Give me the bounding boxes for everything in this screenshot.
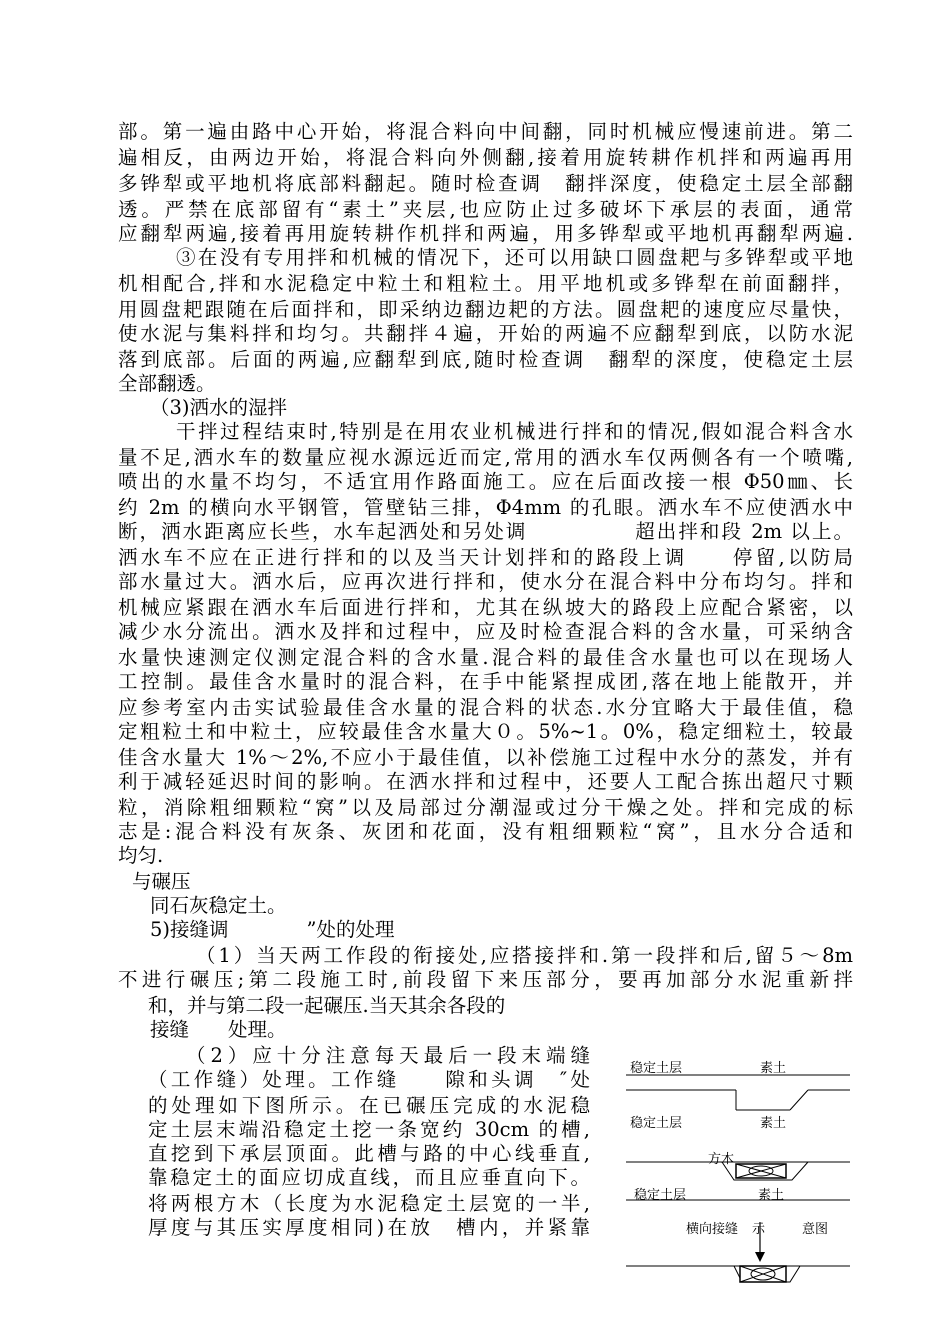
text-line: 工控制。最佳含水量时的混合料，在手中能紧捏成团,落在地上能散开，并 — [118, 670, 853, 693]
figure-label-stabilized: 稳定土层 — [634, 1188, 687, 1203]
arrow-down-icon — [755, 1252, 765, 1262]
section-heading: 与碾压 — [132, 870, 191, 893]
text-line: 定粗粒土和中粒土，应较最佳含水量大０。5%~1。0%，稳定细粒土，较最 — [118, 720, 853, 743]
text-line: 落到底部。后面的两遍,应翻犁到底,随时检查调 翻犁的深度，使稳定土层 — [118, 348, 853, 371]
text-line: （工作缝）处理。工作缝 隙和头调 ″处 — [148, 1068, 590, 1091]
text-line: 干拌过程结束时,特别是在用农业机械进行拌和的情况,假如混合料含水 — [176, 420, 853, 443]
text-line: 定土层末端沿稳定土挖一条宽约 30cm 的槽, — [148, 1118, 590, 1141]
figure-label-stabilized: 稳定土层 — [630, 1061, 683, 1076]
text-line: 水量快速测定仪测定混合料的含水量.混合料的最佳含水量也可以在现场人 — [118, 646, 853, 669]
figure-caption-joint: 横向接缝 — [686, 1222, 739, 1237]
text-line: 机相配合,拌和水泥稳定中粒土和粗粒土。用平地机或多铧犁在前面翻拌， — [118, 272, 853, 295]
text-line: 不进行碾压;第二段施工时,前段留下来压部分，要再加部分水泥重新拌 — [118, 968, 853, 991]
text-line: 透。严禁在底部留有“素土”夹层,也应防止过多破坏下承层的表面，通常 — [118, 198, 853, 221]
text-line: 喷出的水量不均匀，不适宜用作路面施工。应在后面改接一根 Φ50㎜、长 — [118, 470, 853, 493]
figure-label-soil: 素土 — [760, 1061, 787, 1076]
text-line: 直挖到下承层顶面。此槽与路的中心线垂直, — [148, 1142, 590, 1165]
figure-label-stabilized: 稳定土层 — [630, 1116, 683, 1131]
text-line: 志是:混合料没有灰条、灰团和花面，没有粗细颗粒“窝”，且水分合适和 — [118, 820, 853, 843]
figure-label-soil: 素土 — [760, 1116, 787, 1131]
text-line: 部水量过大。洒水后，应再次进行拌和，使水分在混合料中分布均匀。拌和 — [118, 570, 853, 593]
text-line: 应参考室内击实试验最佳含水量的混合料的状态.水分宜略大于最佳值，稳 — [118, 696, 853, 719]
text-line: 应翻犁两遍,接着再用旋转耕作机拌和两遍，用多铧犁或平地机再翻犁两遍. — [118, 222, 853, 245]
text-line: 机械应紧跟在洒水车后面进行拌和，尤其在纵坡大的路段上应配合紧密，以 — [118, 596, 853, 619]
text-line: 和，并与第二段一起碾压.当天其余各段的 — [148, 994, 506, 1017]
figure-caption-diagram: 意图 — [802, 1222, 829, 1237]
text-line: （1）当天两工作段的衔接处,应搭接拌和.第一段拌和后,留５～8m — [196, 944, 853, 967]
text-line: 减少水分流出。洒水及拌和过程中，应及时检查混合料的含水量，可采纳含 — [118, 620, 853, 643]
figure-caption-show: 示 — [752, 1222, 766, 1237]
text-line: 使水泥与集料拌和均匀。共翻拌４遍，开始的两遍不应翻犁到底，以防水泥 — [118, 322, 853, 345]
text-line: 量不足,洒水车的数量应视水源远近而定,常用的洒水车仅两侧各有一个喷嘴, — [118, 446, 853, 469]
figure-label-timber: 方木 — [708, 1152, 735, 1167]
text-line: 全部翻透。 — [118, 372, 216, 395]
section-heading: （3)洒水的湿拌 — [150, 396, 288, 419]
text-line: 的处理如下图所示。在已碾压完成的水泥稳 — [148, 1094, 590, 1117]
text-line: 靠稳定土的面应切成直线，而且应垂直向下。 — [148, 1166, 590, 1189]
text-line: 断，洒水距离应长些，水车起洒处和另处调 超出拌和段 2m 以上。 — [118, 520, 853, 543]
text-line: 粒，消除粗细颗粒“窝”以及局部过分潮湿或过分干燥之处。拌和完成的标 — [118, 796, 853, 819]
text-line: 均匀. — [118, 844, 164, 867]
trench-slope — [790, 1090, 808, 1110]
section-heading: 5)接缝调 ”处的处理 — [150, 918, 395, 941]
text-line: 接缝 处理。 — [150, 1018, 287, 1041]
text-line: （2）应十分注意每天最后一段末端缝 — [186, 1044, 590, 1067]
text-line: 利于减轻延迟时间的影响。在洒水拌和过程中，还要人工配合拣出超尺寸颗 — [118, 770, 853, 793]
text-line: 多铧犁或平地机将底部料翻起。随时检查调 翻拌深度，使稳定土层全部翻 — [118, 172, 853, 195]
figure-label-soil: 素土 — [758, 1188, 785, 1203]
text-line: 同石灰稳定土。 — [150, 894, 287, 917]
text-line: ③在没有专用拌和机械的情况下，还可以用缺口圆盘耙与多铧犁或平地 — [176, 246, 853, 269]
text-line: 遍相反，由两边开始，将混合料向外侧翻,接着用旋转耕作机拌和两遍再用 — [118, 146, 853, 169]
text-line: 用圆盘耙跟随在后面拌和，即采纳边翻边耙的方法。圆盘耙的速度应尽量快， — [118, 298, 853, 321]
text-line: 洒水车不应在正进行拌和的以及当天计划拌和的路段上调 停留,以防局 — [118, 546, 853, 569]
text-line: 部。第一遍由路中心开始，将混合料向中间翻，同时机械应慢速前进。第二 — [118, 120, 853, 143]
text-line: 约 2m 的横向水平钢管，管壁钻三排，Φ4mm 的孔眼。洒水车不应使洒水中 — [118, 496, 853, 519]
text-line: 佳含水量大 1%～2%,不应小于最佳值，以补偿施工过程中水分的蒸发，并有 — [118, 746, 853, 769]
text-line: 厚度与其压实厚度相同)在放 槽内，并紧靠 — [148, 1216, 590, 1239]
text-line: 将两根方木（长度为水泥稳定土层宽的一半, — [148, 1192, 590, 1215]
